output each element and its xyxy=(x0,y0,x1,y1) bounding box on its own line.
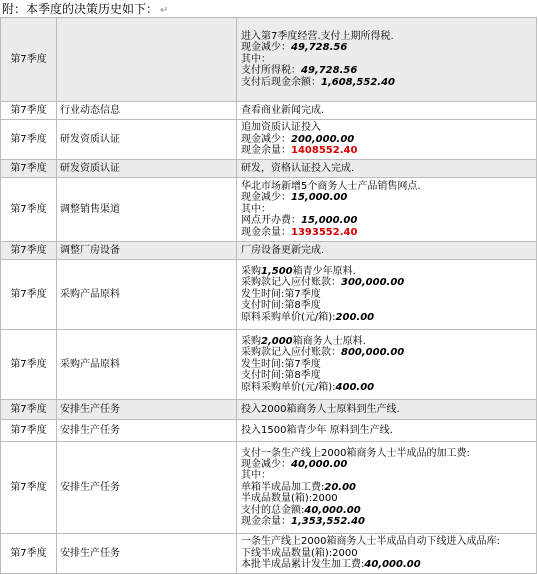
details-cell xyxy=(237,120,537,160)
detail-text: 发生时间:第7季度 xyxy=(241,288,321,300)
amount-value: 15,000.00 xyxy=(291,192,348,204)
detail-line xyxy=(241,215,533,226)
amount-value: 40,000.00 xyxy=(364,559,421,571)
table-row xyxy=(1,120,537,160)
quarter-cell: 第7季度 xyxy=(1,260,57,330)
quarter-cell: 第7季度 xyxy=(1,18,57,102)
detail-text: 本批半成品累计发生加工费: xyxy=(241,559,365,571)
detail-text: 支付的总金额: xyxy=(241,504,305,516)
detail-line xyxy=(241,42,533,53)
details-cell xyxy=(237,400,537,420)
detail-line xyxy=(241,289,533,300)
detail-text: 采购 xyxy=(241,336,261,348)
caption-text: 附：本季度的决策历史如下： xyxy=(2,2,159,16)
table-row xyxy=(1,330,537,400)
detail-line xyxy=(241,359,533,370)
detail-line xyxy=(241,181,533,192)
detail-text: 现金余量： xyxy=(241,515,291,527)
amount-value: 49,728.56 xyxy=(291,42,348,54)
detail-text: 研发，资格认证投入完成. xyxy=(241,162,355,174)
quarter-cell: 第7季度 xyxy=(1,160,57,178)
detail-line xyxy=(241,559,533,570)
quarter-cell: 第7季度 xyxy=(1,120,57,160)
detail-text: 原料采购单价(元/箱): xyxy=(241,311,336,323)
detail-line xyxy=(241,134,533,145)
detail-text: 支付一条生产线上2000箱商务人士半成品的加工费: xyxy=(241,447,470,459)
amount-value: 300,000.00 xyxy=(341,277,405,289)
detail-text: 支付所得税： xyxy=(241,65,301,77)
detail-line xyxy=(241,312,533,323)
quarter-cell: 第7季度 xyxy=(1,420,57,442)
detail-text: 现金减少： xyxy=(241,459,291,471)
quarter-cell: 第7季度 xyxy=(1,400,57,420)
detail-text: 投入2000箱商务人士原料到生产线. xyxy=(241,403,400,415)
details-cell xyxy=(237,330,537,400)
detail-text: 采购 xyxy=(241,266,261,278)
paragraph-mark-icon: ↵ xyxy=(160,5,169,16)
table-row xyxy=(1,420,537,442)
amount-value: 200.00 xyxy=(335,311,375,323)
detail-text: 采购款记入应付账款： xyxy=(241,277,341,289)
detail-text: 现金减少： xyxy=(241,133,291,145)
detail-text: 下线半成品数量(箱):2000 xyxy=(241,547,358,559)
table-row xyxy=(1,18,537,102)
detail-text-suffix: 箱青少年原料. xyxy=(292,266,356,278)
details-cell xyxy=(237,534,537,574)
details-cell xyxy=(237,420,537,442)
cash-balance-value: 1393552.40 xyxy=(291,226,358,238)
detail-line xyxy=(241,105,533,116)
detail-text: 单箱半成品加工费: xyxy=(241,481,325,493)
amount-value: 15,000.00 xyxy=(301,215,358,227)
detail-text: 支付后现金余额： xyxy=(241,76,321,88)
detail-text: 进入第7季度经营.支付上期所得税. xyxy=(241,31,394,43)
detail-line xyxy=(241,277,533,288)
detail-line xyxy=(241,482,533,493)
quarter-cell: 第7季度 xyxy=(1,330,57,400)
details-cell xyxy=(237,102,537,120)
detail-line xyxy=(241,370,533,381)
detail-text: 追加资质认证投入 xyxy=(241,122,321,134)
action-cell: 安排生产任务 xyxy=(57,534,237,574)
detail-text: 现金减少： xyxy=(241,42,291,54)
decision-history-body xyxy=(1,18,537,574)
detail-line xyxy=(241,336,533,347)
details-cell xyxy=(237,178,537,242)
detail-text: 查看商业新闻完成. xyxy=(241,104,325,116)
detail-line xyxy=(241,245,533,256)
detail-line xyxy=(241,536,533,547)
table-row xyxy=(1,400,537,420)
detail-line xyxy=(241,404,533,415)
amount-value: 1,500 xyxy=(261,266,293,278)
detail-text: 支付时间:第8季度 xyxy=(241,370,321,382)
amount-value: 40,000.00 xyxy=(304,504,361,516)
detail-line xyxy=(241,470,533,481)
action-cell xyxy=(57,18,237,102)
detail-text: 现金余量： xyxy=(241,145,291,157)
detail-line xyxy=(241,459,533,470)
amount-value: 200,000.00 xyxy=(291,133,355,145)
quarter-cell: 第7季度 xyxy=(1,178,57,242)
quarter-cell: 第7季度 xyxy=(1,534,57,574)
detail-line xyxy=(241,145,533,156)
detail-line xyxy=(241,65,533,76)
detail-line xyxy=(241,382,533,393)
detail-text: 现金减少： xyxy=(241,192,291,204)
detail-text: 厂房设备更新完成. xyxy=(241,244,325,256)
amount-value: 40,000.00 xyxy=(291,459,348,471)
detail-text: 华北市场新增5个商务人士产品销售网点. xyxy=(241,181,421,193)
action-cell: 采购产品原料 xyxy=(57,330,237,400)
detail-line xyxy=(241,227,533,238)
amount-value: 20.00 xyxy=(324,481,357,493)
quarter-cell: 第7季度 xyxy=(1,442,57,534)
action-cell: 研发资质认证 xyxy=(57,120,237,160)
table-row xyxy=(1,242,537,260)
table-row xyxy=(1,534,537,574)
details-cell xyxy=(237,18,537,102)
table-row xyxy=(1,160,537,178)
amount-value: 1,353,552.40 xyxy=(291,515,366,527)
detail-line xyxy=(241,300,533,311)
detail-text: 其中： xyxy=(241,203,271,215)
detail-text: 采购款记入应付账款： xyxy=(241,347,341,359)
detail-text: 网点开办费： xyxy=(241,215,301,227)
detail-line xyxy=(241,54,533,65)
detail-text: 投入1500箱青少年 原料到生产线. xyxy=(241,424,393,436)
decision-history-table xyxy=(0,17,537,574)
detail-line xyxy=(241,493,533,504)
detail-text: 一条生产线上2000箱商务人士半成品自动下线进入成品库: xyxy=(241,536,500,548)
details-cell xyxy=(237,260,537,330)
amount-value: 2,000 xyxy=(261,336,293,348)
table-row xyxy=(1,260,537,330)
cash-balance-value: 1408552.40 xyxy=(291,145,358,157)
detail-line xyxy=(241,204,533,215)
action-cell: 安排生产任务 xyxy=(57,420,237,442)
detail-line xyxy=(241,77,533,88)
detail-line xyxy=(241,505,533,516)
table-row xyxy=(1,178,537,242)
detail-line xyxy=(241,347,533,358)
detail-text-suffix: 箱商务人士原料. xyxy=(292,336,366,348)
action-cell: 安排生产任务 xyxy=(57,400,237,420)
detail-line xyxy=(241,448,533,459)
detail-line xyxy=(241,548,533,559)
quarter-cell: 第7季度 xyxy=(1,242,57,260)
action-cell: 研发资质认证 xyxy=(57,160,237,178)
table-row xyxy=(1,442,537,534)
detail-line xyxy=(241,163,533,174)
details-cell xyxy=(237,160,537,178)
action-cell: 行业动态信息 xyxy=(57,102,237,120)
page-caption xyxy=(2,2,168,18)
detail-line xyxy=(241,516,533,527)
table-row xyxy=(1,102,537,120)
detail-text: 半成品数量(箱):2000 xyxy=(241,493,338,505)
detail-line xyxy=(241,266,533,277)
details-cell xyxy=(237,442,537,534)
details-cell xyxy=(237,242,537,260)
quarter-cell: 第7季度 xyxy=(1,102,57,120)
detail-line xyxy=(241,192,533,203)
detail-text: 发生时间:第7季度 xyxy=(241,358,321,370)
amount-value: 49,728.56 xyxy=(301,65,358,77)
detail-line xyxy=(241,425,533,436)
action-cell: 调整厂房设备 xyxy=(57,242,237,260)
action-cell: 采购产品原料 xyxy=(57,260,237,330)
action-cell: 安排生产任务 xyxy=(57,442,237,534)
detail-text: 其中： xyxy=(241,470,271,482)
detail-line xyxy=(241,122,533,133)
amount-value: 400.00 xyxy=(335,381,375,393)
detail-text: 原料采购单价(元/箱): xyxy=(241,381,336,393)
amount-value: 800,000.00 xyxy=(341,347,405,359)
detail-text: 其中： xyxy=(241,53,271,65)
detail-text: 支付时间:第8季度 xyxy=(241,300,321,312)
action-cell: 调整销售渠道 xyxy=(57,178,237,242)
detail-line xyxy=(241,31,533,42)
detail-text: 现金余量： xyxy=(241,226,291,238)
amount-value: 1,608,552.40 xyxy=(321,76,396,88)
